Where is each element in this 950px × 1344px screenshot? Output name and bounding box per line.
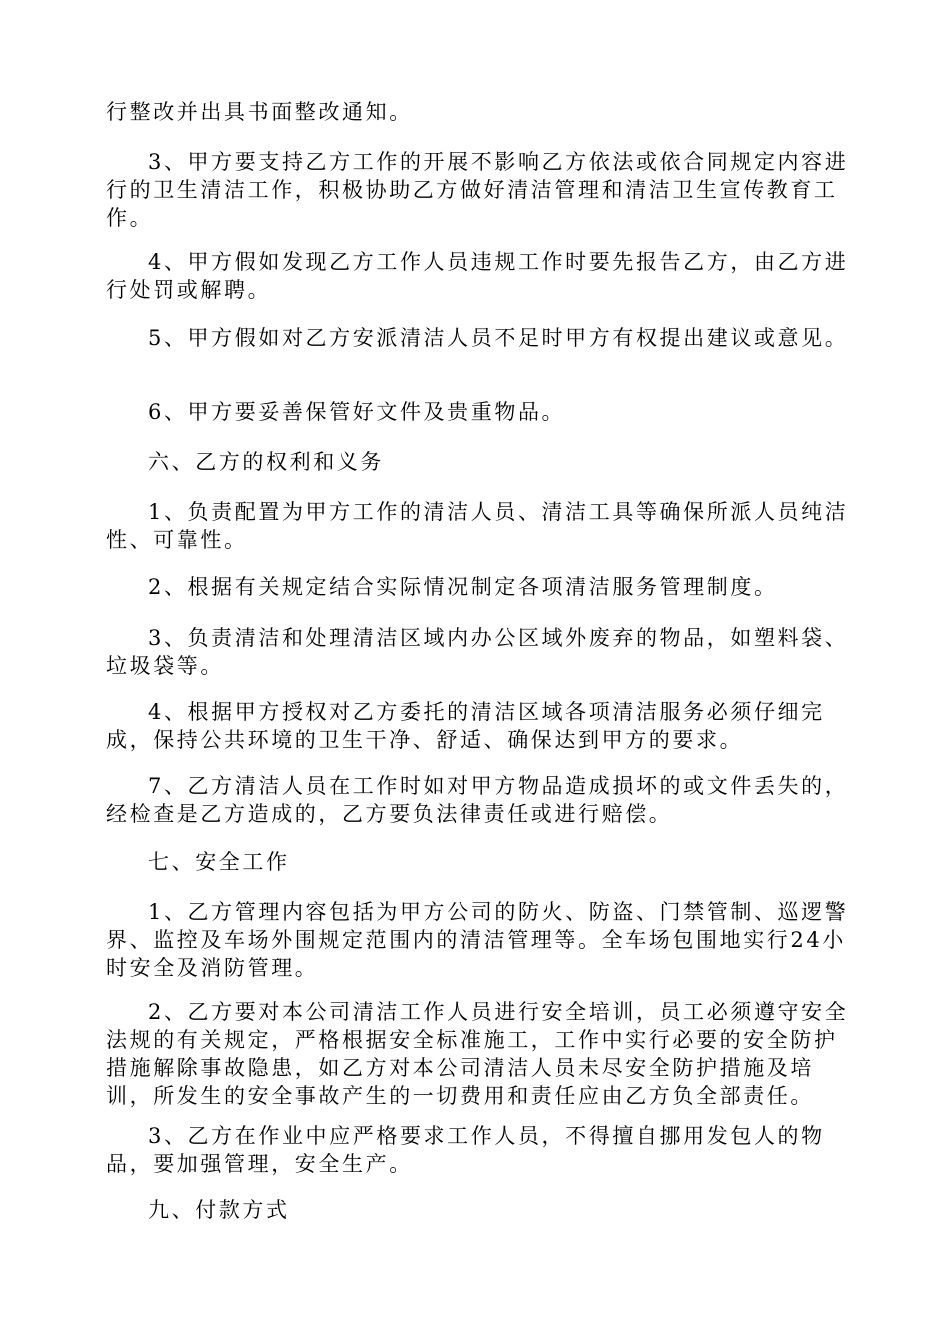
section-heading-payment-method: 九、付款方式	[148, 1198, 290, 1222]
section-heading-safety-work: 七、安全工作	[148, 850, 290, 874]
paragraph-management-rules: 2、根据有关规定结合实际情况制定各项清洁服务管理制度。	[148, 575, 778, 599]
paragraph-waste-handling: 3、负责清洁和处理清洁区域内办公区域外废弃的物品，如塑料袋、垃圾袋等。	[106, 626, 849, 678]
paragraph-staff-shortage: 5、甲方假如对乙方安派清洁人员不足时甲方有权提出建议或意见。	[148, 326, 849, 350]
paragraph-authorized-cleaning: 4、根据甲方授权对乙方委托的清洁区域各项清洁服务必须仔细完成，保持公共环境的卫生干净、舒适、确保达到甲方的要求。	[106, 700, 825, 752]
paragraph-staff-allocation: 1、负责配置为甲方工作的清洁人员、清洁工具等确保所派人员纯洁性、可靠性。	[106, 500, 849, 552]
paragraph-safekeeping: 6、甲方要妥善保管好文件及贵重物品。	[148, 400, 566, 424]
section-heading-party-b-rights: 六、乙方的权利和义务	[148, 450, 384, 474]
paragraph-rectification-notice: 行整改并出具书面整改通知。	[106, 100, 413, 124]
paragraph-work-requirements: 3、乙方在作业中应严格要求工作人员，不得擅自挪用发包人的物品，要加强管理，安全生产。	[106, 1124, 825, 1176]
paragraph-violation-report: 4、甲方假如发现乙方工作人员违规工作时要先报告乙方，由乙方进行处罚或解聘。	[106, 250, 849, 302]
paragraph-party-a-support: 3、甲方要支持乙方工作的开展不影响乙方依法或依合同规定内容进行的卫生清洁工作，积极协助乙方做好清洁管理和清洁卫生宣传教育工作。	[106, 150, 849, 230]
paragraph-safety-training: 2、乙方要对本公司清洁工作人员进行安全培训，员工必须遵守安全法规的有关规定，严格根据安全标准施工，工作中实行必要的安全防护措施解除事故隐患，如乙方对本公司清洁人员未尽安全防护措施及培训，所发生的安全事故产生的一切费用和责任应由乙方负全部责任。	[106, 1000, 849, 1108]
paragraph-damage-liability: 7、乙方清洁人员在工作时如对甲方物品造成损坏的或文件丢失的，经检查是乙方造成的，乙方要负法律责任或进行赔偿。	[106, 774, 849, 826]
paragraph-security-scope: 1、乙方管理内容包括为甲方公司的防火、防盗、门禁管制、巡逻警界、监控及车场外围规定范围内的清洁管理等。全车场包围地实行24小时安全及消防管理。	[106, 900, 849, 980]
